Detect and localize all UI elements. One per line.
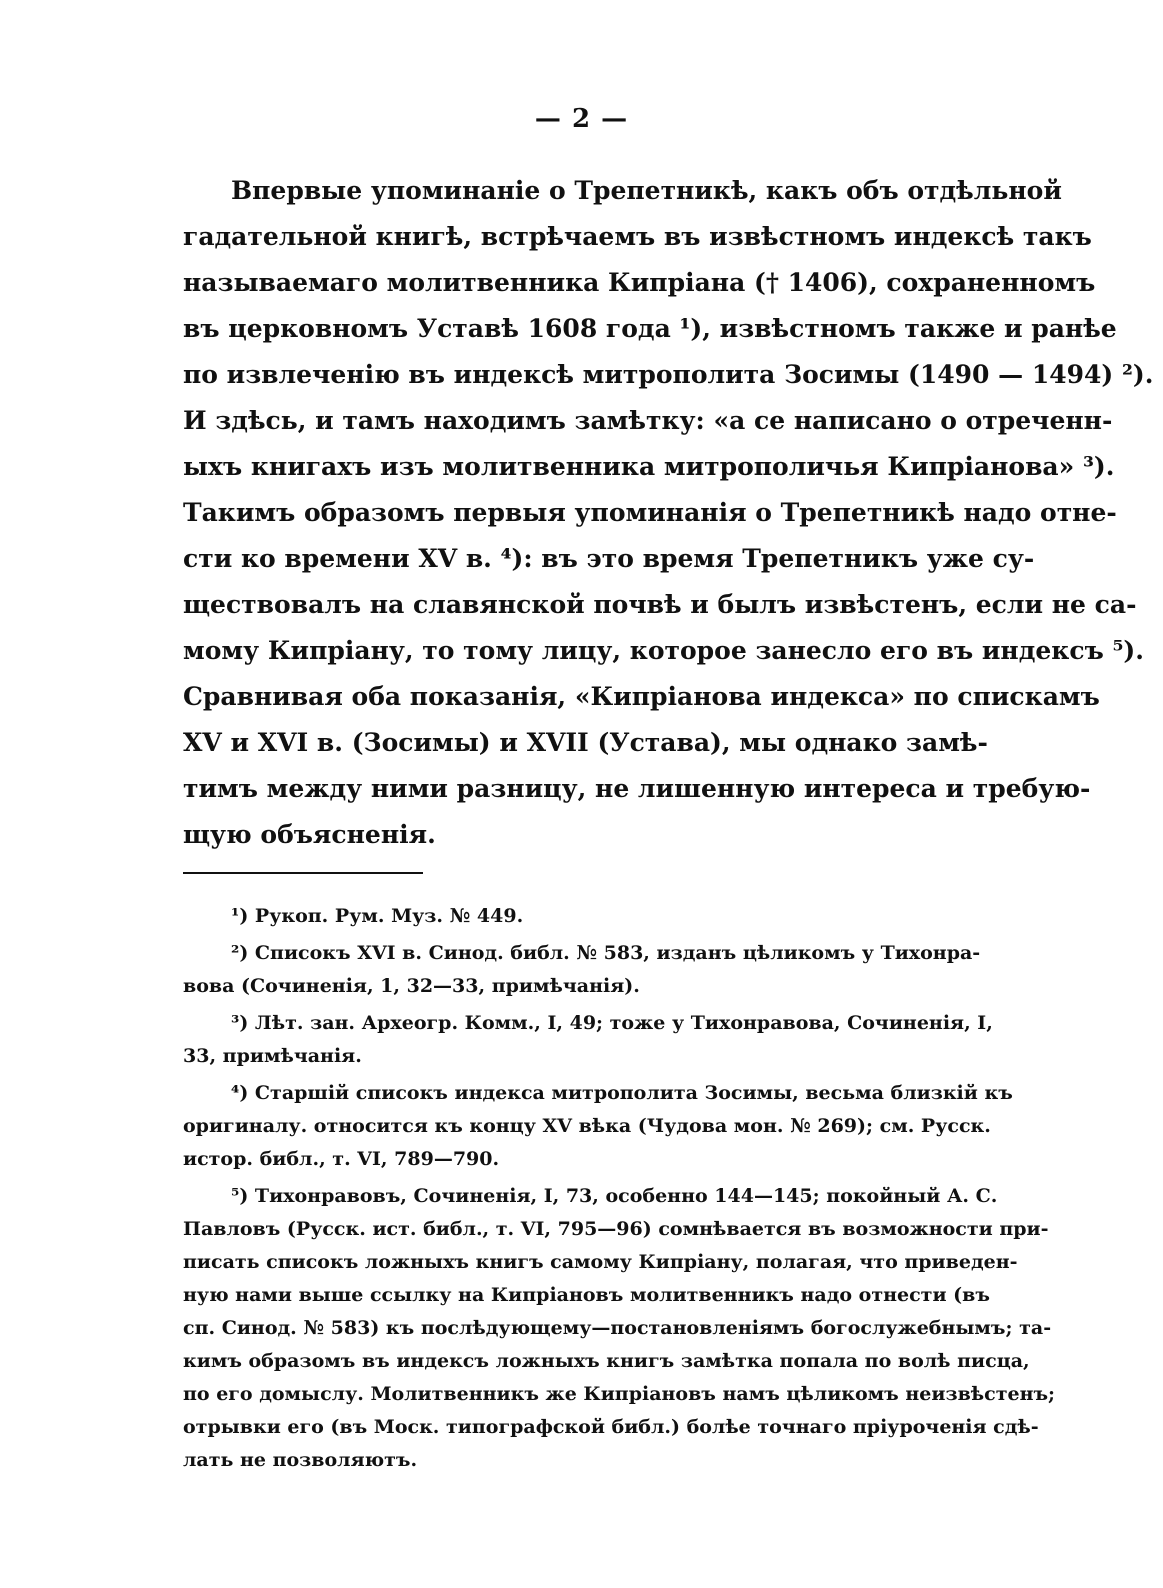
footnote-line: ную нами выше ссылку на Кипріановъ молитвенникъ надо отнести (въ [183, 1284, 990, 1306]
main-paragraph [183, 168, 1154, 858]
footnote-line: отрывки его (въ Моск. типографской библ.) болѣе точнаго пріуроченія сдѣ- [183, 1416, 1039, 1438]
footnote-separator [183, 872, 423, 874]
footnote-5 [183, 1180, 1056, 1477]
footnote-line: истор. библ., т. VI, 789—790. [183, 1148, 500, 1170]
text-line: И здѣсь, и тамъ находимъ замѣтку: «а се написано о отреченн- [183, 406, 1113, 435]
text-line: мому Кипріану, то тому лицу, которое занесло его въ индексъ ⁵). [183, 636, 1144, 665]
footnote-line: по его домыслу. Молитвенникъ же Кипріановъ намъ цѣликомъ неизвѣстенъ; [183, 1383, 1056, 1405]
text-line: Такимъ образомъ первыя упоминанія о Трепетникѣ надо отне- [183, 498, 1117, 527]
text-line: щую объясненія. [183, 820, 436, 849]
footnote-line: кимъ образомъ въ индексъ ложныхъ книгъ замѣтка попала по волѣ писца, [183, 1350, 1030, 1372]
text-line: ыхъ книгахъ изъ молитвенника митрополичья Кипріанова» ³). [183, 452, 1115, 481]
footnote-4 [183, 1077, 1013, 1176]
text-line: въ церковномъ Уставѣ 1608 года ¹), извѣстномъ также и ранѣе [183, 314, 1117, 343]
page-number: — 2 — [534, 104, 629, 134]
text-line: гадательной книгѣ, встрѣчаемъ въ извѣстномъ индексѣ такъ [183, 222, 1092, 251]
text-line: тимъ между ними разницу, не лишенную интереса и требую- [183, 774, 1091, 803]
footnote-line: ⁴) Старшій списокъ индекса митрополита Зосимы, весьма близкій къ [231, 1082, 1013, 1104]
footnotes [183, 900, 1056, 1481]
footnote-3 [183, 1007, 993, 1073]
text-line: Впервые упоминаніе о Трепетникѣ, какъ объ отдѣльной [231, 176, 1062, 205]
footnote-line: вова (Сочиненія, 1, 32—33, примѣчанія). [183, 975, 640, 997]
footnote-line: сп. Синод. № 583) къ послѣдующему—постановленіямъ богослужебнымъ; та- [183, 1317, 1052, 1339]
footnote-line: ¹) Рукоп. Рум. Муз. № 449. [231, 905, 524, 927]
footnote-line: 33, примѣчанія. [183, 1045, 362, 1067]
text-line: Сравнивая оба показанія, «Кипріанова индекса» по спискамъ [183, 682, 1100, 711]
footnote-line: ³) Лѣт. зан. Археогр. Комм., I, 49; тоже у Тихонравова, Сочиненія, I, [231, 1012, 993, 1034]
footnote-line: Павловъ (Русск. ист. библ., т. VI, 795—96) сомнѣвается въ возможности при- [183, 1218, 1049, 1240]
text-line: по извлеченію въ индексѣ митрополита Зосимы (1490 — 1494) ²). [183, 360, 1154, 389]
footnote-2 [183, 937, 981, 1003]
text-line: сти ко времени XV в. ⁴): въ это время Трепетникъ уже су- [183, 544, 1035, 573]
text-line: XV и XVI в. (Зосимы) и XVII (Устава), мы однако замѣ- [183, 728, 988, 757]
footnote-line: оригиналу. относится къ концу XV вѣка (Чудова мон. № 269); см. Русск. [183, 1115, 991, 1137]
footnote-1 [183, 900, 978, 933]
footnote-line: ²) Списокъ XVI в. Синод. библ. № 583, изданъ цѣликомъ у Тихонра- [231, 942, 981, 964]
footnote-line: ⁵) Тихонравовъ, Сочиненія, I, 73, особенно 144—145; покойный А. С. [231, 1185, 998, 1207]
footnote-line: лать не позволяютъ. [183, 1449, 418, 1471]
footnote-line: писать списокъ ложныхъ книгъ самому Кипріану, полагая, что приведен- [183, 1251, 1018, 1273]
text-line: ществовалъ на славянской почвѣ и былъ извѣстенъ, если не са- [183, 590, 1137, 619]
text-line: называемаго молитвенника Кипріана († 1406), сохраненномъ [183, 268, 1096, 297]
